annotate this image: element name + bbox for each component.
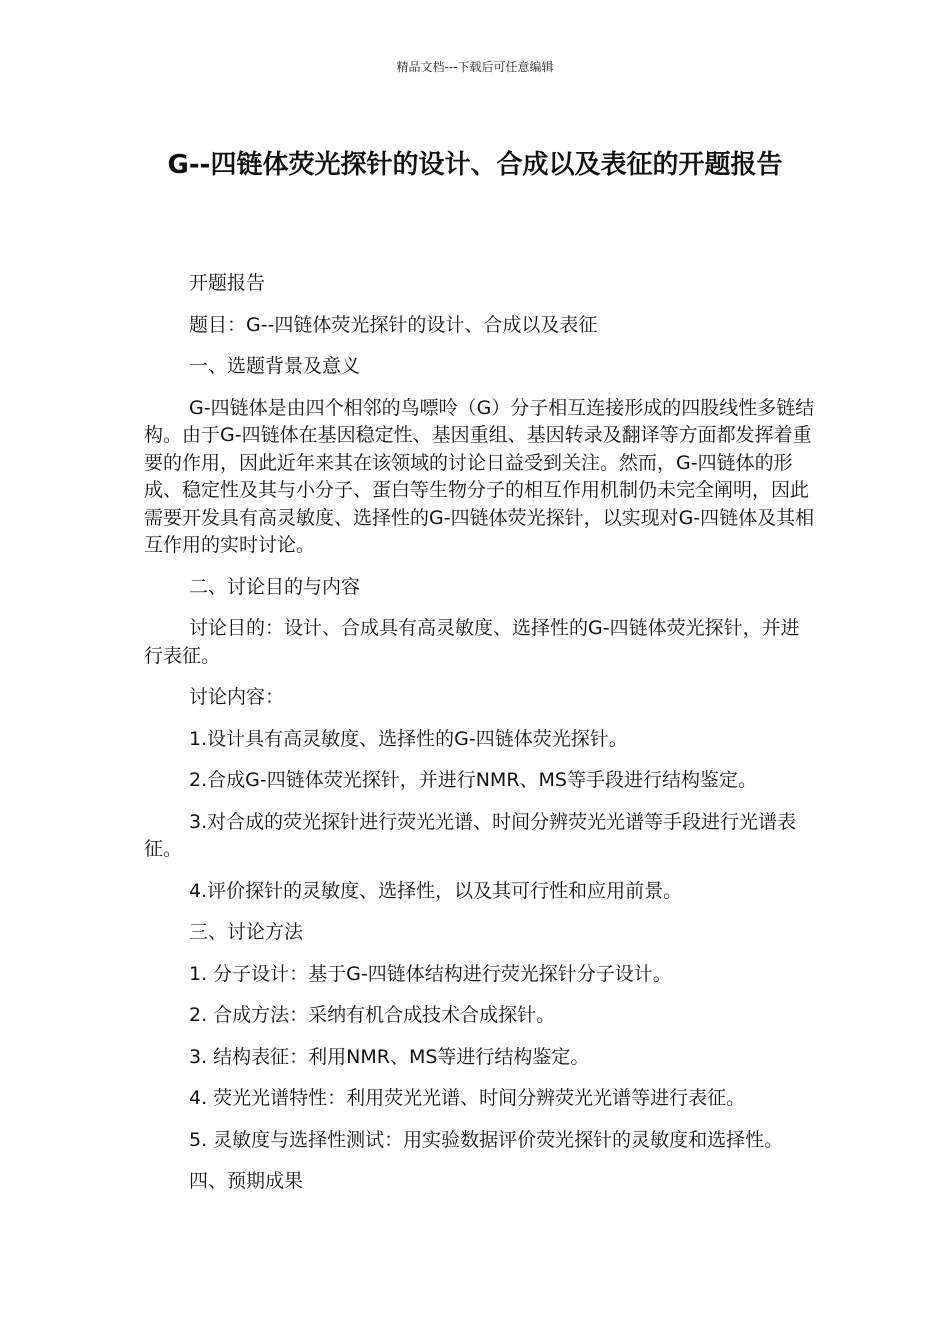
paragraph: 讨论内容： bbox=[189, 686, 285, 708]
document-body bbox=[144, 270, 816, 1210]
header-note: 精品文档---下载后可任意编辑 bbox=[396, 60, 554, 74]
section-heading: 一、选题背景及意义 bbox=[189, 355, 361, 377]
section-heading: 三、讨论方法 bbox=[189, 921, 304, 943]
paragraph: G-四链体是由四个相邻的鸟嘌呤（G）分子相互连接形成的四股线性多链结构。由于G-四链体在基因稳定性、基因重组、基因转录及翻译等方面都发挥着重要的作用，因此近年来其在该领域的讨论日益受到关注。然而，G-四链体的形成、稳定性及其与小分子、蛋白等生物分子的相互作用机制仍未完全阐明，因此需要开发具有高灵敏度、选择性的G-四链体荧光探针，以实现对G-四链体及其相互作用的实时讨论。 bbox=[144, 396, 815, 556]
list-item: 3. 结构表征：利用NMR、MS等进行结构鉴定。 bbox=[189, 1045, 590, 1068]
list-item: 2.合成G-四链体荧光探针，并进行NMR、MS等手段进行结构鉴定。 bbox=[189, 769, 757, 791]
document-title: G--四链体荧光探针的设计、合成以及表征的开题报告 bbox=[167, 150, 783, 180]
paragraph: 讨论目的：设计、合成具有高灵敏度、选择性的G-四链体荧光探针，并进行表征。 bbox=[144, 617, 800, 667]
list-item: 5. 灵敏度与选择性测试：用实验数据评价荧光探针的灵敏度和选择性。 bbox=[189, 1128, 784, 1151]
paragraph: 题目：G--四链体荧光探针的设计、合成以及表征 bbox=[189, 313, 598, 336]
section-heading: 四、预期成果 bbox=[189, 1170, 304, 1192]
list-item: 1.设计具有高灵敏度、选择性的G-四链体荧光探针。 bbox=[189, 727, 628, 750]
list-item: 2. 合成方法：采纳有机合成技术合成探针。 bbox=[189, 1004, 556, 1026]
section-heading: 二、讨论目的与内容 bbox=[189, 575, 361, 598]
list-item: 4.评价探针的灵敏度、选择性，以及其可行性和应用前景。 bbox=[189, 879, 683, 902]
paragraph: 开题报告 bbox=[189, 272, 266, 294]
list-item: 1. 分子设计：基于G-四链体结构进行荧光探针分子设计。 bbox=[189, 962, 672, 985]
list-item: 3.对合成的荧光探针进行荧光光谱、时间分辨荧光光谱等手段进行光谱表征。 bbox=[144, 810, 797, 860]
list-item: 4. 荧光光谱特性：利用荧光光谱、时间分辨荧光光谱等进行表征。 bbox=[189, 1087, 746, 1109]
